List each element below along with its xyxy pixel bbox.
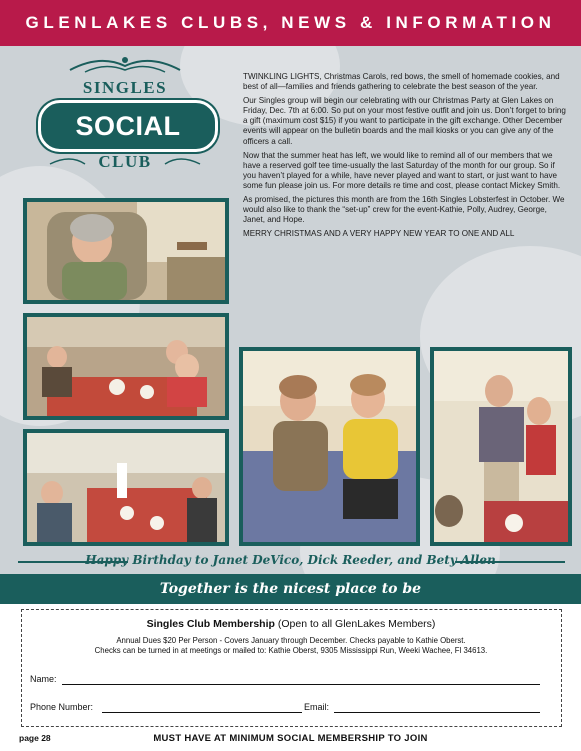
form-dues-info xyxy=(22,636,560,656)
article-paragraph: TWINKLING LIGHTS, Christmas Carols, red bows, the smell of homemade cookies, and best of all—families and friends gathering to celebrate the best season of the year. xyxy=(243,72,560,92)
email-label: Email: xyxy=(304,702,330,712)
page-header xyxy=(0,0,581,46)
article-paragraph: Our Singles group will begin our celebrating with our Christmas Party at Glen Lakes on Friday, Dec. 7th at 6:00. So put on your most festive outfit and join us. Don’t forget to bring a gift (maximum cost $15) if you want to participate in the gift exchange. Other December events will appear on the bulletin boards and the mail kiosks or you can give any of the officers a call. xyxy=(243,96,566,146)
logo-social-text: SOCIAL xyxy=(75,111,181,141)
tagline-text: Together is the nicest place to be xyxy=(159,581,422,597)
form-title-bold: Singles Club Membership xyxy=(146,618,275,630)
name-label: Name: xyxy=(30,674,57,684)
tagline-bar xyxy=(0,574,581,604)
photo-long-table xyxy=(23,429,229,546)
phone-label: Phone Number: xyxy=(30,702,94,712)
name-field[interactable] xyxy=(62,684,540,685)
membership-form xyxy=(21,609,562,727)
header-title: GLENLAKES CLUBS, NEWS & INFORMATION xyxy=(25,13,556,32)
page-number: page 28 xyxy=(19,733,51,743)
article-paragraph: MERRY CHRISTMAS AND A VERY HAPPY NEW YEAR TO ONE AND ALL xyxy=(243,229,515,239)
article-paragraph: Now that the summer heat has left, we would like to remind all of our members that we have a reserved golf tee time-usually the last Saturday of the month for our group. So if you haven’t played for a while, have never played and want to start, or just want to have some fun please join us. For more details re time and cost, please contact Mickey Smith. xyxy=(243,150,561,190)
birthday-announcement: Happy Birthday to Janet DeVico, Dick Reeder, and Bety Allen xyxy=(85,553,496,567)
phone-field[interactable] xyxy=(102,712,302,713)
logo-banner xyxy=(38,100,218,152)
dues-line: Annual Dues $20 Per Person - Covers January through December. Checks payable to Kathie Oberst. xyxy=(116,636,466,645)
logo-singles-text: SINGLES xyxy=(82,78,168,97)
photo-two-women-on-couch xyxy=(239,347,420,546)
email-field[interactable] xyxy=(334,712,540,713)
logo-ornament-top xyxy=(30,52,220,78)
logo-club-text: CLUB xyxy=(98,152,152,171)
photo-woman-in-chair xyxy=(23,198,229,304)
footer-note: MUST HAVE AT MINIMUM SOCIAL MEMBERSHIP TO JOIN xyxy=(153,733,428,744)
photo-man-and-woman xyxy=(430,347,572,546)
content-area xyxy=(0,46,581,574)
article-paragraph: As promised, the pictures this month are from the 16th Singles Lobsterfest in October. We would also like to thank the “set-up” crew for the event-Kathie, Polly, Audrey, George, Janet, and Hope. xyxy=(243,195,565,225)
photo-table-group xyxy=(23,313,229,420)
logo-ornament-side xyxy=(30,154,220,174)
singles-social-club-logo xyxy=(30,52,220,177)
form-title xyxy=(22,618,560,630)
article-text xyxy=(243,72,566,243)
dues-line: Checks can be turned in at meetings or mailed to: Kathie Oberst, 9305 Mississippi Run, Weeki Wachee, Fl 34613. xyxy=(94,646,488,655)
form-title-rest: (Open to all GlenLakes Members) xyxy=(274,618,436,630)
